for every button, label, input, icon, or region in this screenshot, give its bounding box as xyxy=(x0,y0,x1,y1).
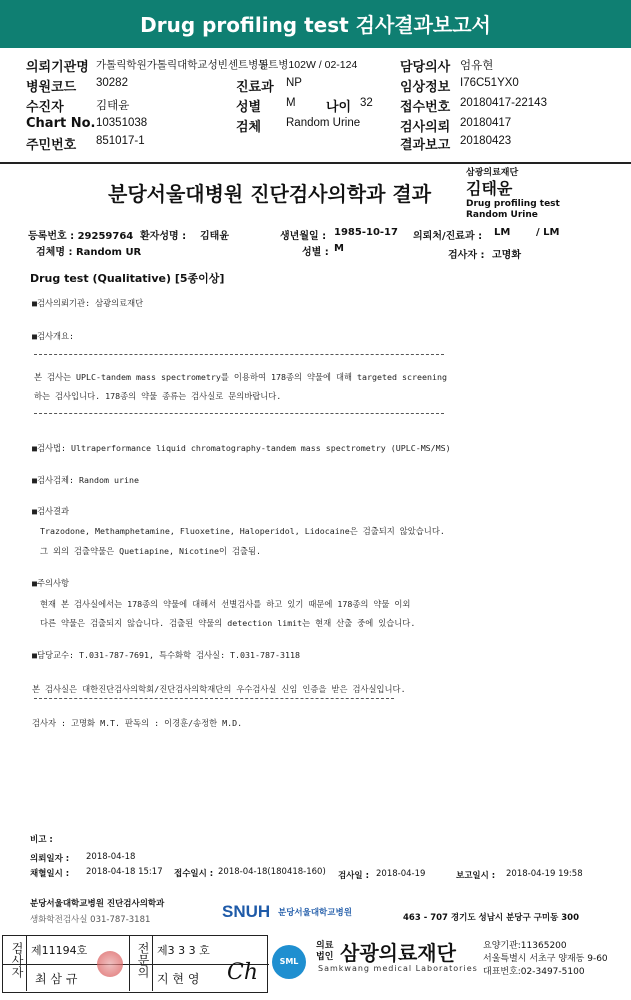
org-prefix-1: 의료 xyxy=(316,941,334,951)
doctor-value: 엄유현 xyxy=(460,60,494,72)
divider xyxy=(34,354,444,355)
specimen-label: 검체 xyxy=(236,120,262,135)
test-date-label: 검사일 : xyxy=(338,871,369,881)
sex-value-2: M xyxy=(334,243,344,254)
chart-no-label: Chart No. xyxy=(26,116,96,131)
report-date-value: 20180423 xyxy=(460,135,512,147)
clinical-info-value: I76C51YX0 xyxy=(460,77,519,89)
signature-image: Ch xyxy=(227,960,259,985)
org-address: 서울특별시 서초구 양재동 9-60 xyxy=(483,954,608,964)
test-date-value: 2018-04-19 xyxy=(376,869,426,879)
department-label: 진료과 xyxy=(236,80,274,95)
report-title-bar: Drug profiling test 검사결과보고서 xyxy=(0,0,631,48)
hospital-code-value: 30282 xyxy=(96,77,128,89)
id-number-label: 주민번호 xyxy=(26,138,77,153)
collection-label: 채혈일시 : xyxy=(30,869,70,879)
report-date-label: 결과보고 xyxy=(400,138,451,153)
seal-icon xyxy=(97,951,123,977)
sex-label-2: 성별 : xyxy=(302,247,329,258)
sml-logo-icon: SML xyxy=(272,945,306,979)
report-stamp xyxy=(466,168,560,221)
org-phone: 대표번호:02-3497-5100 xyxy=(483,967,585,977)
overview-line-1: 본 검사는 UPLC-tandem mass spectrometry를 이용하여 178종의 약물에 대해 targeted screening xyxy=(34,372,447,382)
certification-footer xyxy=(0,935,631,1000)
header-divider xyxy=(0,162,631,164)
receipt-label: 접수일시 : xyxy=(174,869,214,879)
doctor-label: 담당의사 xyxy=(400,60,451,75)
org-prefix-2: 법인 xyxy=(316,952,334,962)
dept-phone: 생화학전검사실 031-787-3181 xyxy=(30,915,151,925)
tester-label: 검사자 : xyxy=(448,250,485,261)
professor-line: ■담당교수: T.031-787-7691, 특수화학 검사실: T.031-787-3118 xyxy=(32,650,300,660)
patient-value: 김태윤 xyxy=(96,100,130,112)
dob-label: 생년월일 : xyxy=(280,231,327,242)
report-heading: 분당서울대병원 진단검사의학과 결과 xyxy=(108,182,432,206)
age-label: 나이 xyxy=(326,100,352,115)
result-heading: ■검사결과 xyxy=(32,506,70,516)
certification-line: 본 검사실은 대한진단검사의학회/진단검사의학재단의 우수검사실 신임 인증을 받은 검사실입니다. xyxy=(32,684,406,694)
address: 463 - 707 경기도 성남시 분당구 구미동 300 xyxy=(403,913,580,923)
stamp-org: 삼광의료재단 xyxy=(466,168,519,178)
patient-name: 김태윤 xyxy=(200,231,229,242)
tester-box xyxy=(2,935,268,993)
specimen-name: 검체명 : Random UR xyxy=(36,247,142,258)
report-time-value: 2018-04-19 19:58 xyxy=(506,869,583,879)
stamp-name: 김태윤 xyxy=(466,179,513,198)
registration-no: 등록번호 : 29259764 xyxy=(28,231,134,242)
caution-line-2: 다른 약물은 검출되지 않습니다. 검출된 약물의 detection limit는 현재 산출 중에 있습니다. xyxy=(40,618,416,628)
stamp-line2: Random Urine xyxy=(466,210,538,220)
org-english-name: Samkwang medical Laboratories xyxy=(318,964,478,973)
receipt-no-value: 20180417-22143 xyxy=(460,97,547,109)
method-line: ■검사법: Ultraperformance liquid chromatography-tandem mass spectrometry (UPLC-MS/MS) xyxy=(32,443,451,453)
divider xyxy=(34,413,444,414)
snuh-logo: SNUH xyxy=(222,902,271,921)
specimen-value: Random Urine xyxy=(286,117,361,129)
box1-name: 최 삼 규 xyxy=(35,972,78,986)
stamp-line1: Drug profiling test xyxy=(466,199,560,209)
test-title: Drug test (Qualitative) [5종이상] xyxy=(30,272,225,285)
caution-heading: ■주의사항 xyxy=(32,578,70,588)
dept-value: LM xyxy=(494,227,511,238)
chart-no-value: 10351038 xyxy=(96,117,148,129)
note-label: 비고 : xyxy=(30,835,53,845)
department-value: NP xyxy=(286,77,302,89)
org-contact xyxy=(483,940,608,979)
patient-name-label: 환자성명 : xyxy=(140,231,187,242)
agency-line: ■검사의뢰기관: 삼광의료재단 xyxy=(32,298,144,308)
box2-name: 지 현 영 xyxy=(157,972,200,986)
id-number-value: 851017-1 xyxy=(96,135,145,147)
clinical-info-label: 임상정보 xyxy=(400,80,451,95)
collection-value: 2018-04-18 15:17 xyxy=(86,867,163,877)
patient-label: 수진자 xyxy=(26,100,64,115)
box1-number: 제11194호 xyxy=(31,944,88,957)
org-name: 삼광의료재단 xyxy=(340,941,456,965)
sex-label: 성별 xyxy=(236,100,262,115)
request-date-label-2: 의뢰일자 : xyxy=(30,854,70,864)
org-prefix xyxy=(316,941,333,963)
request-date-value-2: 2018-04-18 xyxy=(86,852,136,862)
divider xyxy=(34,698,394,699)
dob-value: 1985-10-17 xyxy=(334,227,398,238)
receipt-no-label: 접수번호 xyxy=(400,100,451,115)
agency-label: 의뢰기관명 xyxy=(26,60,89,75)
ward-value: 동트병102W / 02-124 xyxy=(258,59,358,71)
overview-heading: ■검사개요: xyxy=(32,331,75,341)
sex-value: M xyxy=(286,97,296,109)
dept-name: 분당서울대학교병원 진단검사의학과 xyxy=(30,899,165,909)
request-date-value: 20180417 xyxy=(460,117,512,129)
result-line-1: Trazodone, Methamphetamine, Fluoxetine, Haloperidol, Lidocaine은 검출되지 않았습니다. xyxy=(40,526,445,536)
age-value: 32 xyxy=(360,97,373,109)
overview-line-2: 하는 검사입니다. 178종의 약물 종류는 검사실로 문의바랍니다. xyxy=(34,391,282,401)
tester-value: 고명화 xyxy=(492,250,521,261)
box1-label: 검사자 xyxy=(10,942,24,978)
hospital-code-label: 병원코드 xyxy=(26,80,77,95)
request-date-label: 검사의뢰 xyxy=(400,120,451,135)
signature-line: 검사자 : 고명화 M.T. 판독의 : 이경훈/송정한 M.D. xyxy=(32,718,243,728)
specimen-line: ■검사검체: Random urine xyxy=(32,475,139,485)
caution-line-1: 현재 본 검사실에서는 178종의 약물에 대해서 선별검사를 하고 있기 때문에 178종의 약물 이외 xyxy=(40,599,411,609)
dept-label: 의뢰처/진료과 : xyxy=(413,231,483,242)
box2-label: 전문의 xyxy=(136,942,150,978)
org-code: 요양기관:11365200 xyxy=(483,941,567,951)
header-info xyxy=(0,48,631,164)
report-time-label: 보고일시 : xyxy=(456,871,496,881)
agency-value: 가톨릭학원가톨릭대학교성빈센트병원 xyxy=(96,59,269,71)
receipt-value: 2018-04-18(180418-160) xyxy=(218,867,326,877)
result-line-2: 그 외의 검출약물은 Quetiapine, Nicotine이 검출됨. xyxy=(40,546,262,556)
snuh-name: 분당서울대학교병원 xyxy=(278,908,352,918)
box2-number: 제3 3 3 호 xyxy=(157,944,210,957)
dept-value-2: / LM xyxy=(536,227,560,238)
